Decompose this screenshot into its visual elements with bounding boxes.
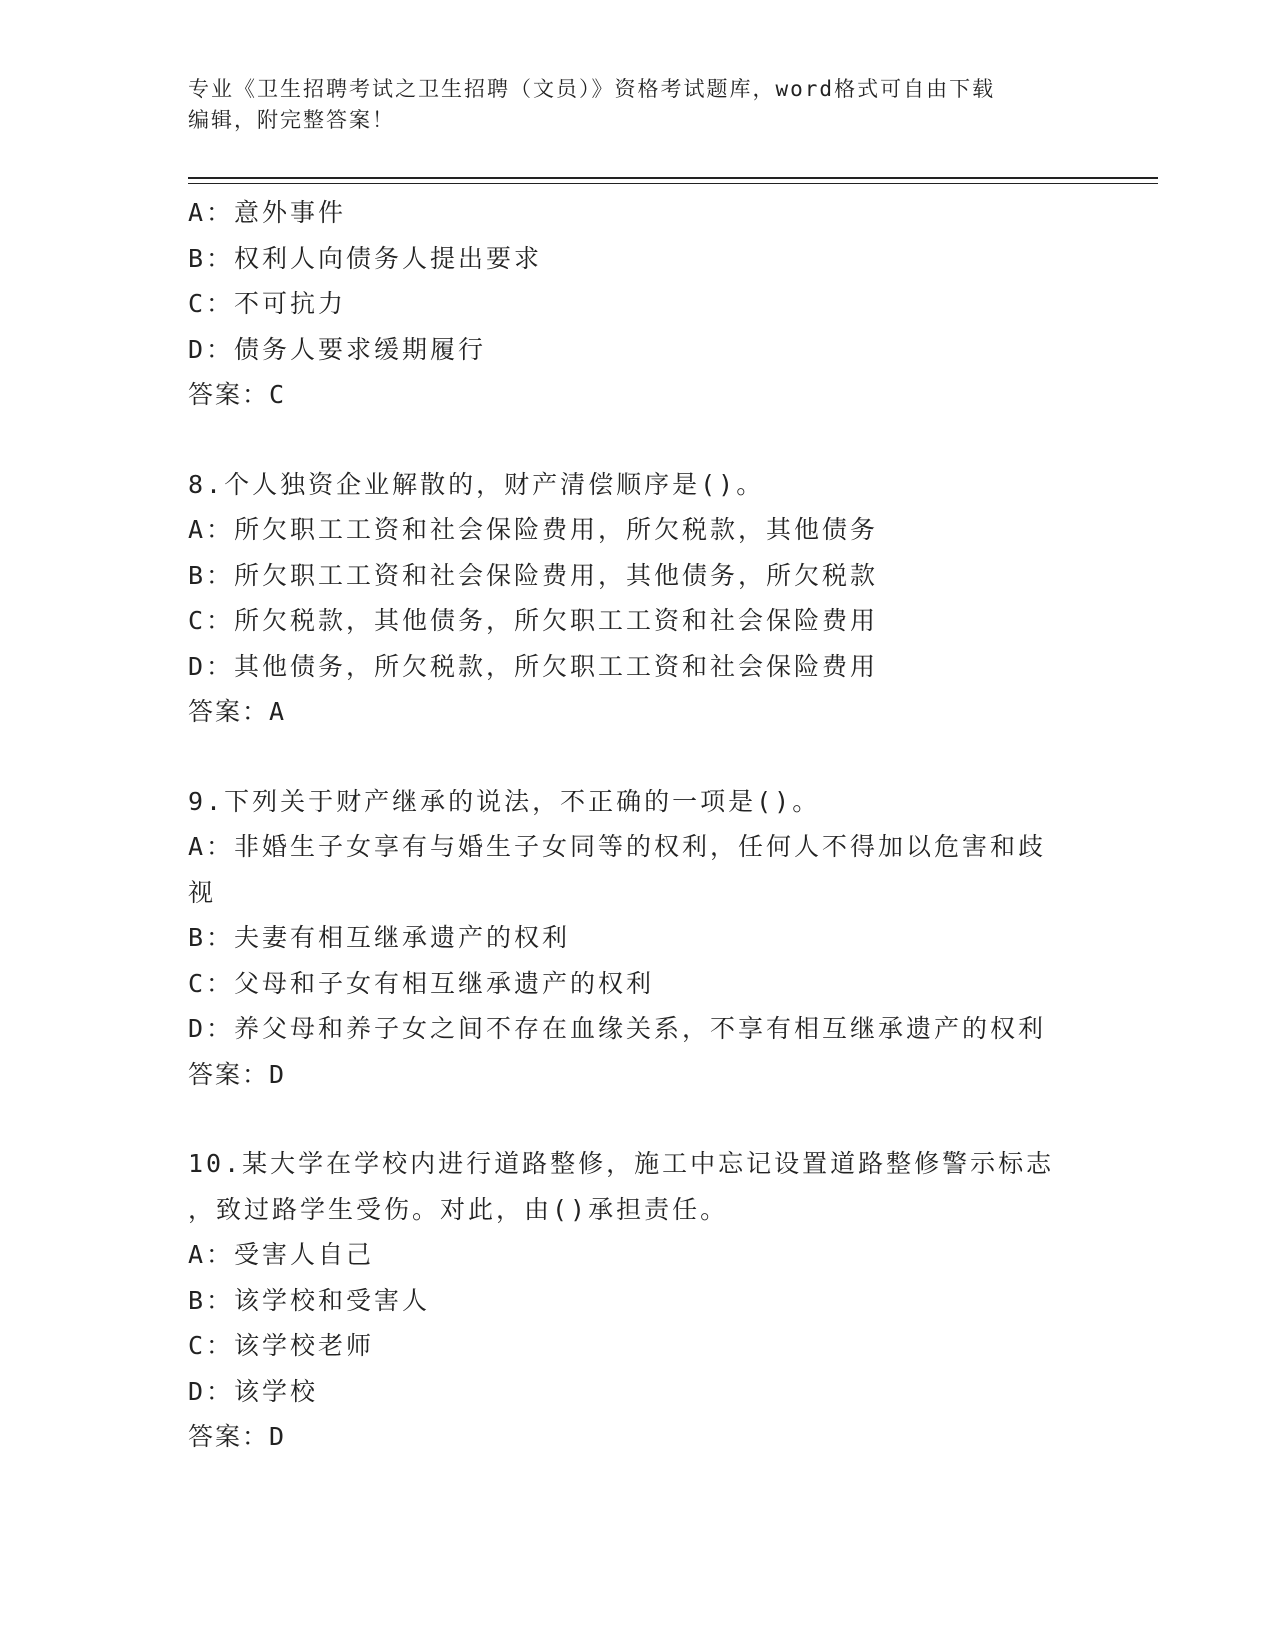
option-d: D：养父母和养子女之间不存在血缘关系，不享有相互继承遗产的权利 bbox=[188, 1014, 1047, 1043]
question-spacer bbox=[188, 735, 1188, 779]
question-spacer bbox=[188, 1097, 1188, 1141]
option-d: D：该学校 bbox=[188, 1376, 319, 1406]
option-a: A：所欠职工工资和社会保险费用，所欠税款，其他债务 bbox=[188, 515, 879, 544]
header-divider-thick bbox=[188, 177, 1158, 179]
option-c: C：所欠税款，其他债务，所欠职工工资和社会保险费用 bbox=[188, 606, 879, 635]
option-b: B：所欠职工工资和社会保险费用，其他债务，所欠税款 bbox=[188, 560, 879, 590]
option-c: C：父母和子女有相互继承遗产的权利 bbox=[188, 968, 655, 998]
question-7 bbox=[188, 190, 1188, 418]
option-a-continuation: 视 bbox=[188, 877, 217, 907]
document-header bbox=[188, 74, 1088, 136]
question-9 bbox=[188, 779, 1188, 1098]
option-c: C：不可抗力 bbox=[188, 289, 347, 318]
option-a: A：受害人自己 bbox=[188, 1240, 375, 1269]
question-text: 8.个人独资企业解散的，财产清偿顺序是()。 bbox=[188, 469, 765, 499]
header-line-1: 专业《卫生招聘考试之卫生招聘（文员）》资格考试题库，word格式可自由下载 bbox=[188, 77, 996, 101]
header-divider-thin bbox=[188, 183, 1158, 184]
option-b: B：夫妻有相互继承遗产的权利 bbox=[188, 923, 571, 952]
question-spacer bbox=[188, 418, 1188, 462]
question-list bbox=[188, 190, 1188, 1460]
question-10 bbox=[188, 1141, 1188, 1460]
option-a: A：意外事件 bbox=[188, 198, 347, 227]
option-a: A：非婚生子女享有与婚生子女同等的权利，任何人不得加以危害和歧 bbox=[188, 832, 1047, 861]
answer-line: 答案：C bbox=[188, 380, 287, 409]
answer-line: 答案：D bbox=[188, 1422, 287, 1451]
question-text: 9.下列关于财产继承的说法，不正确的一项是()。 bbox=[188, 786, 821, 816]
option-d: D：债务人要求缓期履行 bbox=[188, 334, 487, 364]
header-line-2: 编辑，附完整答案！ bbox=[188, 108, 395, 132]
option-b: B：权利人向债务人提出要求 bbox=[188, 243, 543, 273]
answer-line: 答案：A bbox=[188, 697, 287, 726]
option-d: D：其他债务，所欠税款，所欠职工工资和社会保险费用 bbox=[188, 651, 879, 681]
option-c: C：该学校老师 bbox=[188, 1331, 375, 1360]
question-8 bbox=[188, 462, 1188, 735]
question-text-continuation: ，致过路学生受伤。对此，由()承担责任。 bbox=[188, 1194, 729, 1224]
answer-line: 答案：D bbox=[188, 1059, 287, 1089]
question-text: 10.某大学在学校内进行道路整修，施工中忘记设置道路整修警示标志 bbox=[188, 1149, 1055, 1178]
option-b: B：该学校和受害人 bbox=[188, 1285, 431, 1315]
